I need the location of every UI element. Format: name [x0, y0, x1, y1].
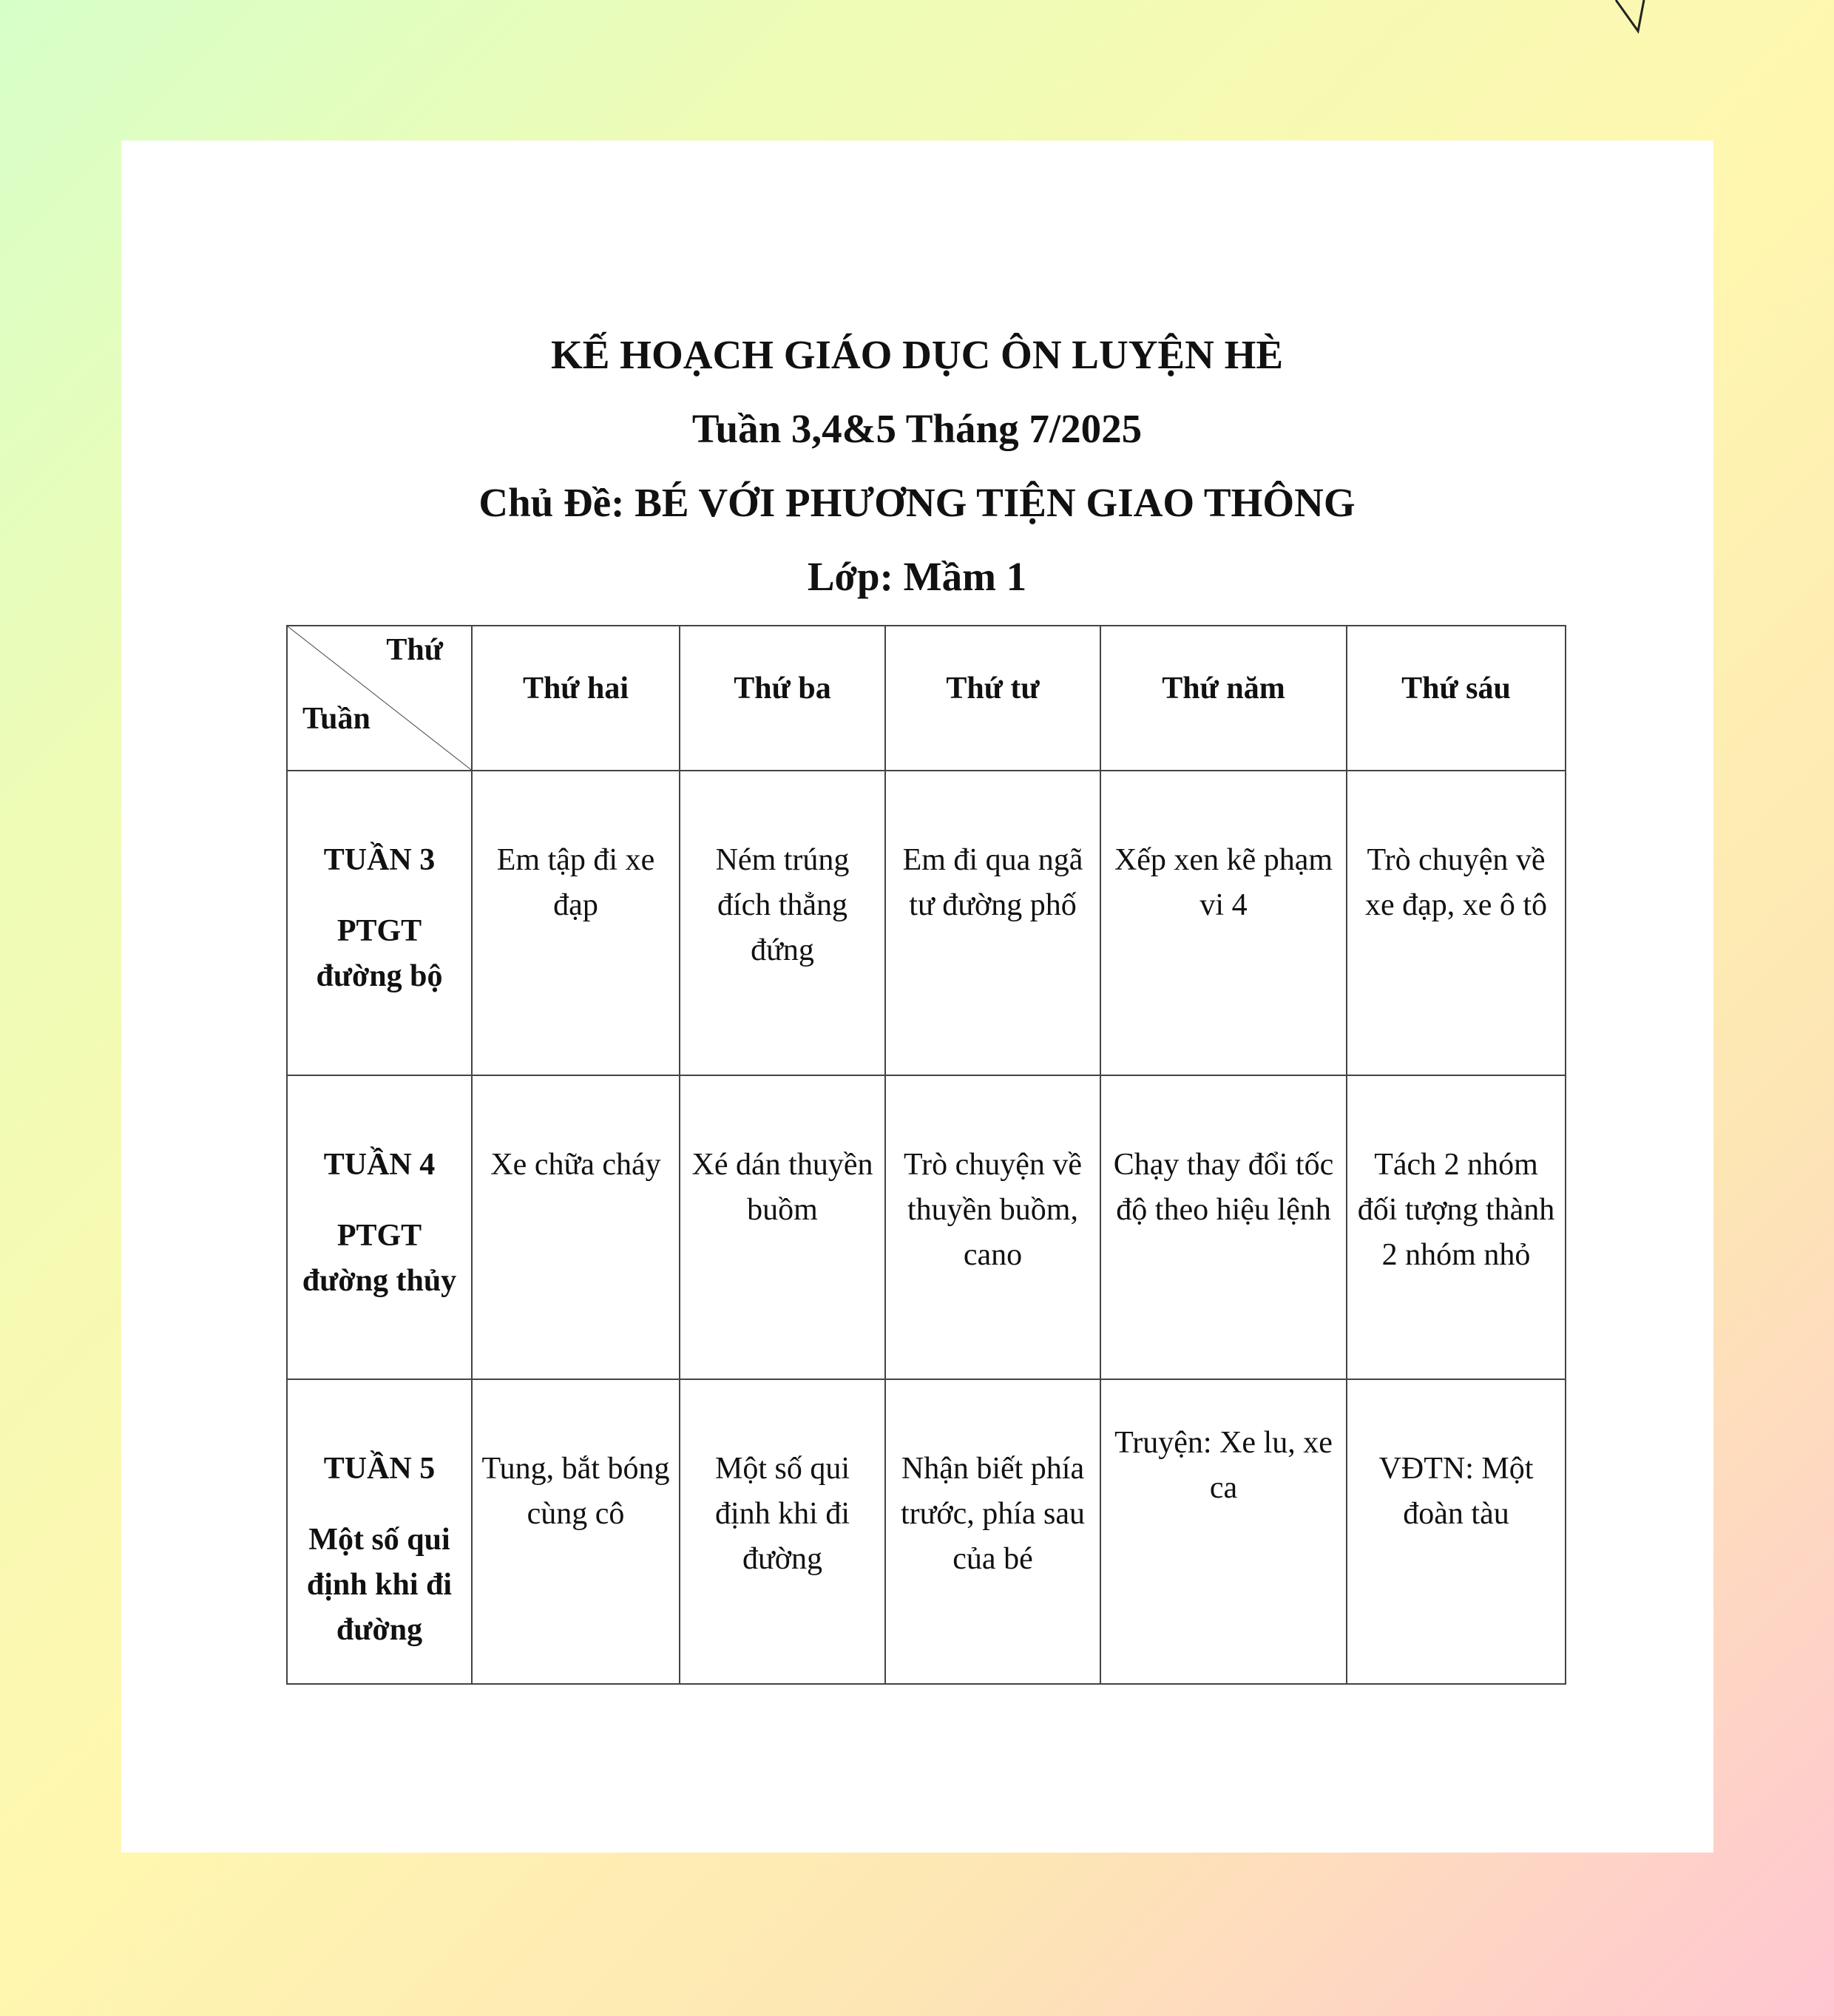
activity-cell: Xé dán thuyền buồm — [680, 1075, 885, 1380]
week-topic: Một số qui định khi đi đường — [306, 1523, 453, 1648]
activity-cell: Chạy thay đổi tốc độ theo hiệu lệnh — [1100, 1075, 1347, 1380]
activity-cell: Truyện: Xe lu, xe ca — [1100, 1379, 1347, 1684]
day-header-monday: Thứ hai — [472, 626, 680, 771]
activity-cell: Xếp xen kẽ phạm vi 4 — [1100, 771, 1347, 1075]
activity-cell: Ném trúng đích thẳng đứng — [680, 771, 885, 1075]
table-header-row — [287, 626, 1566, 771]
activity-cell: Em đi qua ngã tư đường phố — [885, 771, 1100, 1075]
day-header-friday: Thứ sáu — [1347, 626, 1566, 771]
activity-cell: Xe chữa cháy — [472, 1075, 680, 1380]
week-cell — [287, 1075, 472, 1380]
activity-cell: Trò chuyện về thuyền buồm, cano — [885, 1075, 1100, 1380]
week-cell — [287, 771, 472, 1075]
schedule-table — [286, 625, 1566, 1685]
week-number: TUẦN 4 — [323, 1147, 436, 1182]
table-row — [287, 1379, 1566, 1684]
day-header-thursday: Thứ năm — [1100, 626, 1347, 771]
activity-cell: Tách 2 nhóm đối tượng thành 2 nhóm nhỏ — [1347, 1075, 1566, 1380]
table-row — [287, 1075, 1566, 1380]
activity-cell: Nhận biết phía trước, phía sau của bé — [885, 1379, 1100, 1684]
table-row — [287, 771, 1566, 1075]
day-header-wednesday: Thứ tư — [885, 626, 1100, 771]
week-topic: PTGT đường bộ — [316, 913, 443, 993]
week-topic: PTGT đường thủy — [302, 1218, 457, 1298]
document-period: Tuần 3,4&5 Tháng 7/2025 — [691, 406, 1143, 451]
week-cell — [287, 1379, 472, 1684]
activity-cell: Trò chuyện về xe đạp, xe ô tô — [1347, 771, 1566, 1075]
corner-header-cell — [287, 626, 472, 771]
corner-line-decoration — [1608, 0, 1653, 37]
activity-cell: Một số qui định khi đi đường — [680, 1379, 885, 1684]
document-theme: Chủ Đề: BÉ VỚI PHƯƠNG TIỆN GIAO THÔNG — [478, 480, 1356, 525]
title-block — [0, 318, 1834, 614]
document-title: KẾ HOẠCH GIÁO DỤC ÔN LUYỆN HÈ — [550, 332, 1284, 377]
activity-cell: Em tập đi xe đạp — [472, 771, 680, 1075]
corner-label-week: Tuần — [302, 701, 370, 736]
document-class: Lớp: Mầm 1 — [807, 554, 1027, 599]
day-header-tuesday: Thứ ba — [680, 626, 885, 771]
activity-cell: VĐTN: Một đoàn tàu — [1347, 1379, 1566, 1684]
activity-cell: Tung, bắt bóng cùng cô — [472, 1379, 680, 1684]
week-number: TUẦN 3 — [323, 842, 436, 877]
week-number: TUẦN 5 — [323, 1452, 436, 1486]
corner-label-day: Thứ — [386, 633, 443, 667]
